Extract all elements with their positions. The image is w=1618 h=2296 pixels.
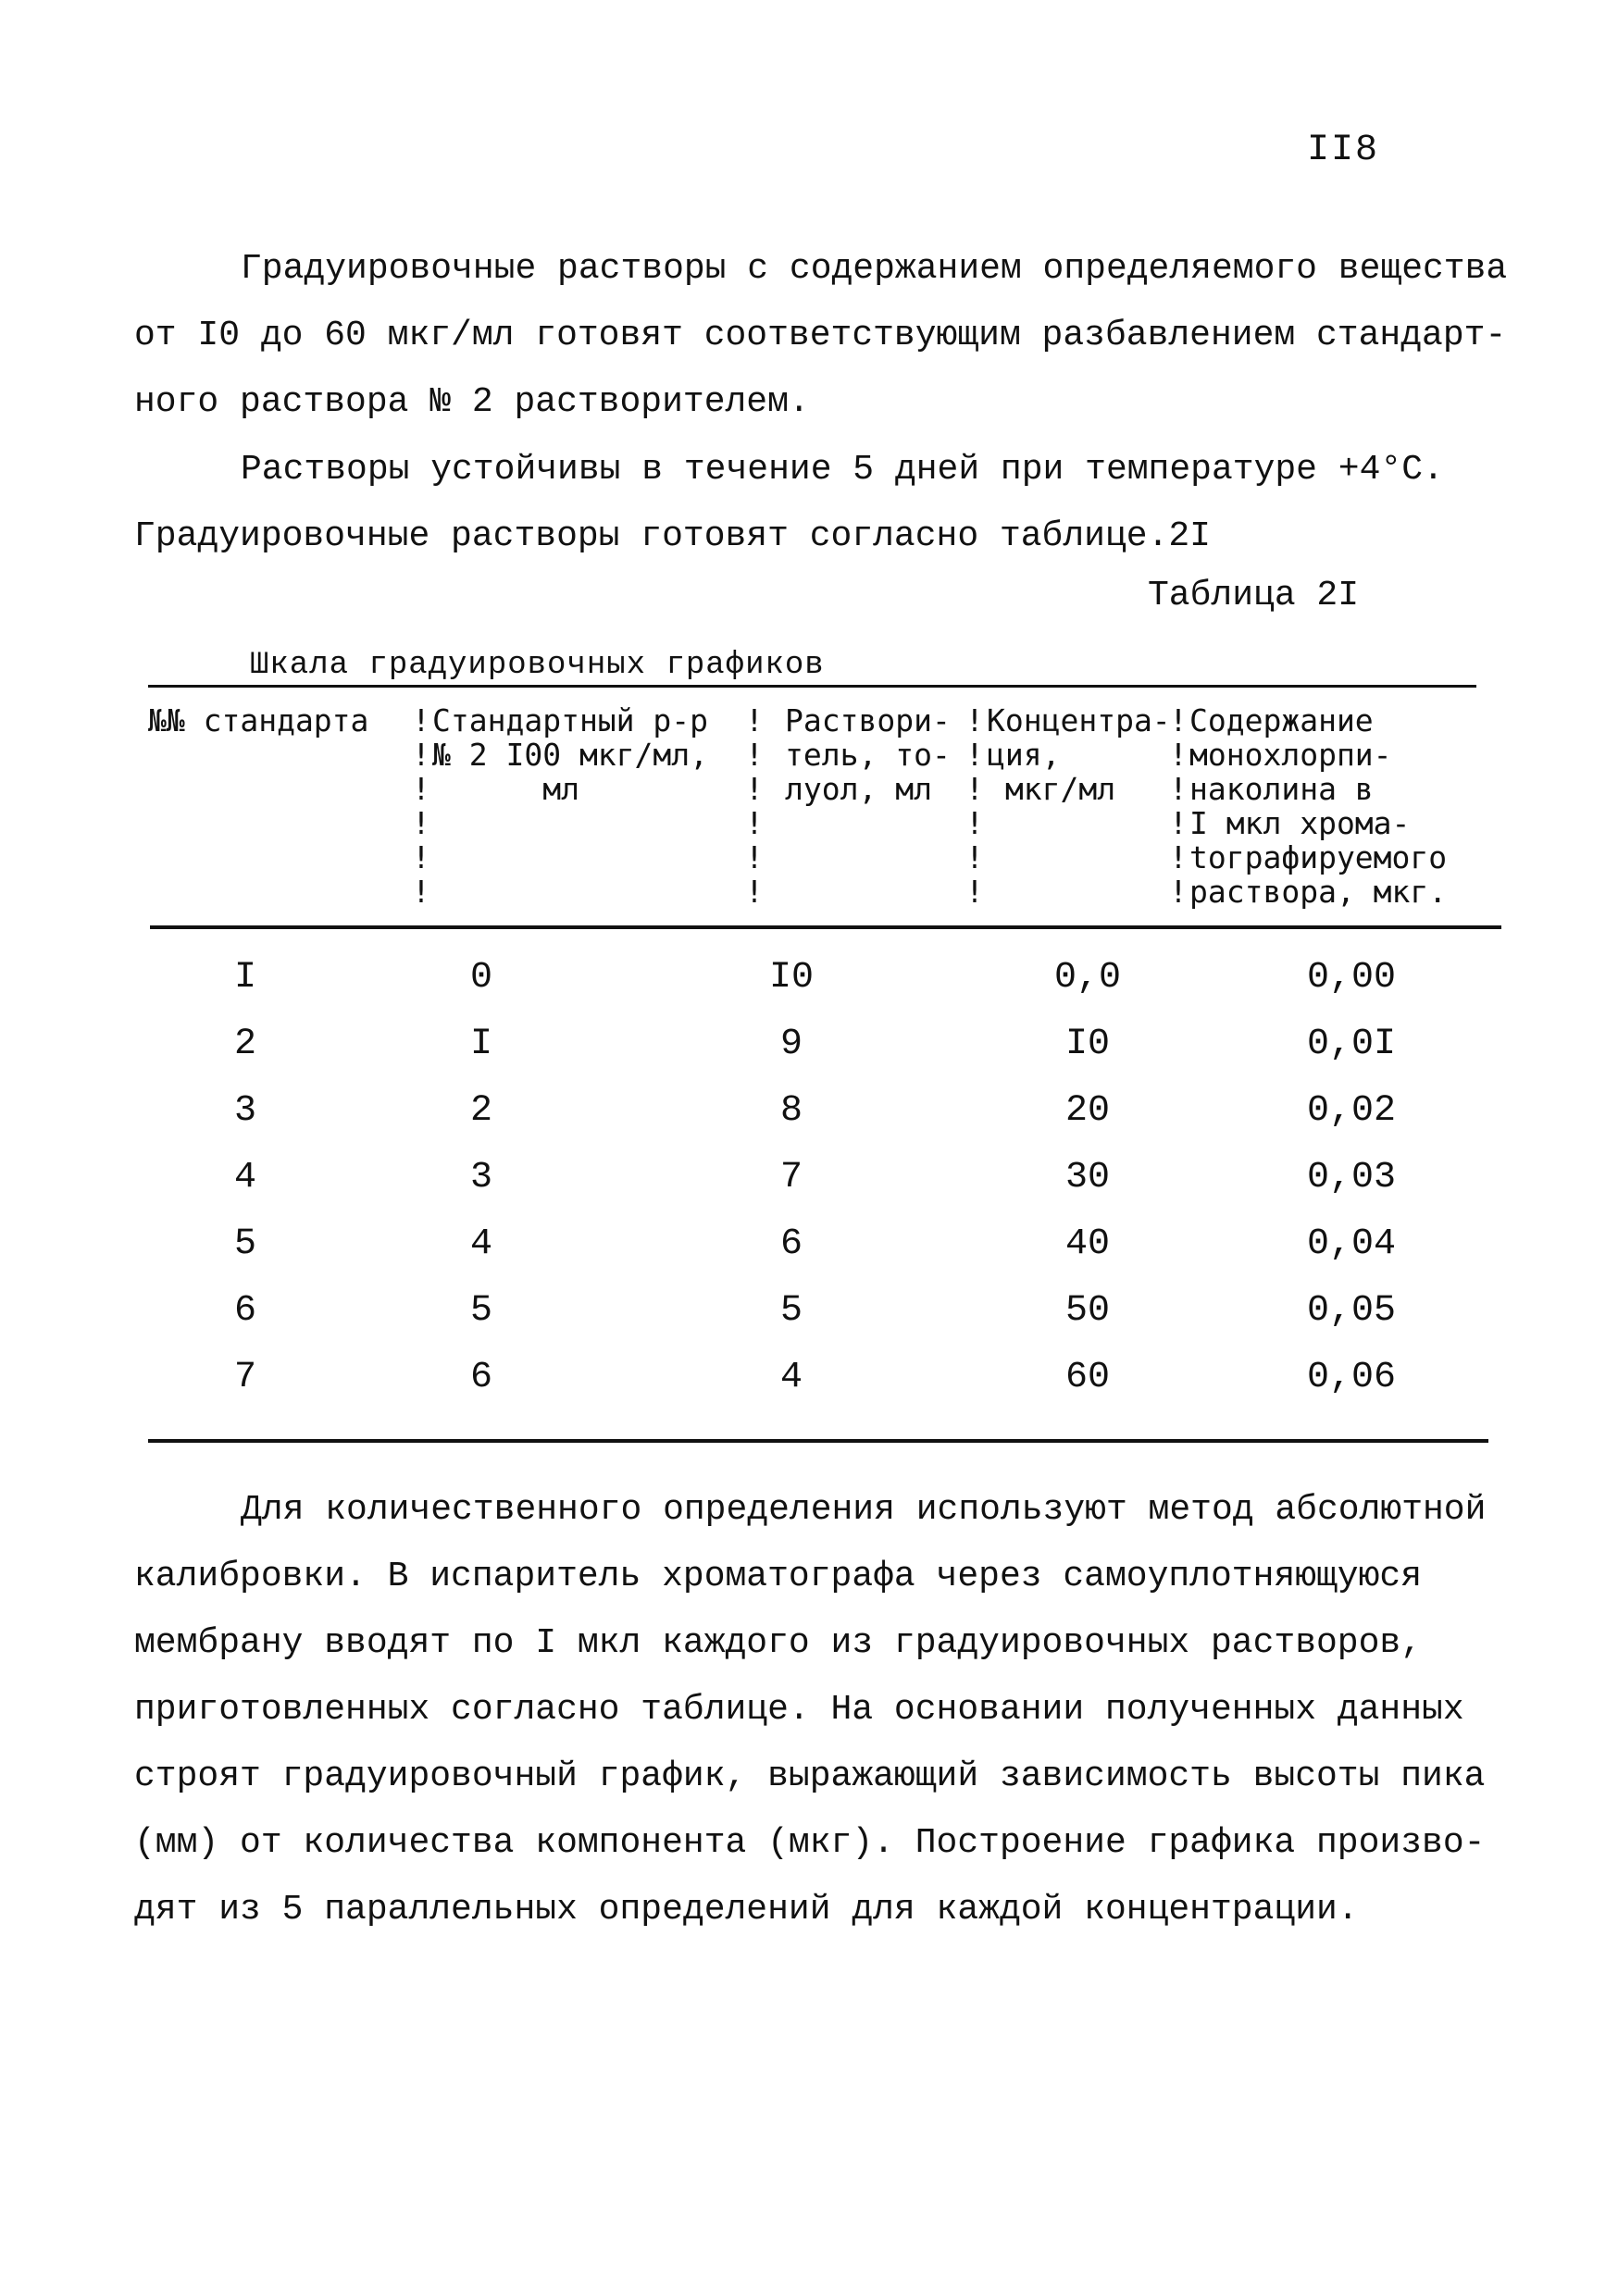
table-cell: I <box>233 956 256 999</box>
table-cell: 4 <box>779 1356 803 1398</box>
page-number: II8 <box>1307 130 1380 171</box>
table-cell: 3 <box>469 1156 492 1198</box>
text-line: калибровки. В испаритель хроматографа через самоуплотняющуюся <box>134 1557 1423 1596</box>
text-line: Растворы устойчивы в течение 5 дней при температуре +4°С. <box>241 450 1444 490</box>
text-line: Для количественного определения используют метод абсолютной <box>241 1490 1487 1530</box>
text-line: ного раствора № 2 растворителем. <box>134 382 810 422</box>
text-line: мембрану вводят по I мкл каждого из градуировочных растворов, <box>134 1623 1423 1663</box>
table-cell: 9 <box>779 1023 803 1065</box>
table-cell: 2 <box>233 1023 256 1065</box>
table-cell: 0,03 <box>1306 1156 1396 1198</box>
text-line: (мм) от количества компонента (мкг). Построение графика произво- <box>134 1823 1486 1863</box>
table-cell: 0 <box>469 956 492 999</box>
text-line: строят градуировочный график, выражающий зависимость высоты пика <box>134 1756 1486 1796</box>
column-separator: ! ! ! ! ! ! <box>1169 702 1188 910</box>
table-title: Шкала градуировочных графиков <box>250 648 825 683</box>
table-cell: I <box>469 1023 492 1065</box>
table-row <box>148 1344 1490 1410</box>
table-cell: 6 <box>779 1222 803 1265</box>
table-label: Таблица 2I <box>1148 576 1360 615</box>
table-cell: 0,06 <box>1306 1356 1396 1398</box>
table-cell: 0,02 <box>1306 1089 1396 1132</box>
paragraph-stability <box>134 437 1458 570</box>
table-cell: 5 <box>779 1289 803 1332</box>
table-row <box>148 1277 1490 1344</box>
header-concentration: Концентра- ция, мкг/мл <box>987 702 1171 807</box>
text-line: Градуировочные растворы с содержанием определяемого вещества <box>241 249 1508 289</box>
table-cell: 7 <box>779 1156 803 1198</box>
table-cell: 4 <box>233 1156 256 1198</box>
table-cell: 6 <box>469 1356 492 1398</box>
table-row <box>148 1077 1490 1144</box>
table-cell: I0 <box>768 956 814 999</box>
table-cell: 8 <box>779 1089 803 1132</box>
table-cell: 0,05 <box>1306 1289 1396 1332</box>
column-separator: ! ! ! ! ! ! <box>745 702 764 910</box>
table-row <box>148 1011 1490 1077</box>
header-solvent: Раствори- тель, то- луол, мл <box>785 702 951 807</box>
table-cell: 5 <box>469 1289 492 1332</box>
table-cell: 3 <box>233 1089 256 1132</box>
table-cell: 5 <box>233 1222 256 1265</box>
column-separator: ! ! ! ! ! ! <box>412 702 430 910</box>
table-cell: 30 <box>1064 1156 1110 1198</box>
table-cell: 0,00 <box>1306 956 1396 999</box>
text-line: приготовленных согласно таблице. На основании полученных данных <box>134 1690 1464 1730</box>
paragraph-preparation <box>134 236 1508 436</box>
text-line: Градуировочные растворы готовят согласно таблице.2I <box>134 516 1211 556</box>
table-cell: 6 <box>233 1289 256 1332</box>
table-row <box>148 1210 1490 1277</box>
table-row <box>148 944 1490 1011</box>
table-cell: I0 <box>1064 1023 1110 1065</box>
text-line: от I0 до 60 мкг/мл готовят соответствующим разбавлением стандарт- <box>134 316 1507 355</box>
table-cell: 20 <box>1064 1089 1110 1132</box>
table-cell: 2 <box>469 1089 492 1132</box>
header-standard-number: №№ стандарта <box>148 702 369 738</box>
header-standard-solution: Стандартный р-р № 2 I00 мкг/мл, мл <box>432 702 709 807</box>
table-cell: 4 <box>469 1222 492 1265</box>
table-top-rule <box>148 685 1476 688</box>
table-cell: 40 <box>1064 1222 1110 1265</box>
text-line: дят из 5 параллельных определений для каждой концентрации. <box>134 1890 1359 1930</box>
table-cell: 7 <box>233 1356 256 1398</box>
column-separator: ! ! ! ! ! ! <box>965 702 984 910</box>
table-cell: 60 <box>1064 1356 1110 1398</box>
table-header-rule <box>150 925 1501 929</box>
table-cell: 0,0I <box>1306 1023 1396 1065</box>
table-cell: 0,0 <box>1053 956 1121 999</box>
calibration-table <box>148 944 1490 1410</box>
paragraph-method <box>134 1477 1487 1943</box>
table-row <box>148 1144 1490 1210</box>
table-bottom-rule <box>148 1439 1488 1443</box>
table-cell: 50 <box>1064 1289 1110 1332</box>
header-content: Содержание монохлорпи- наколина в I мкл хрома- tографируемого раствора, мкг. <box>1189 702 1448 910</box>
table-cell: 0,04 <box>1306 1222 1396 1265</box>
